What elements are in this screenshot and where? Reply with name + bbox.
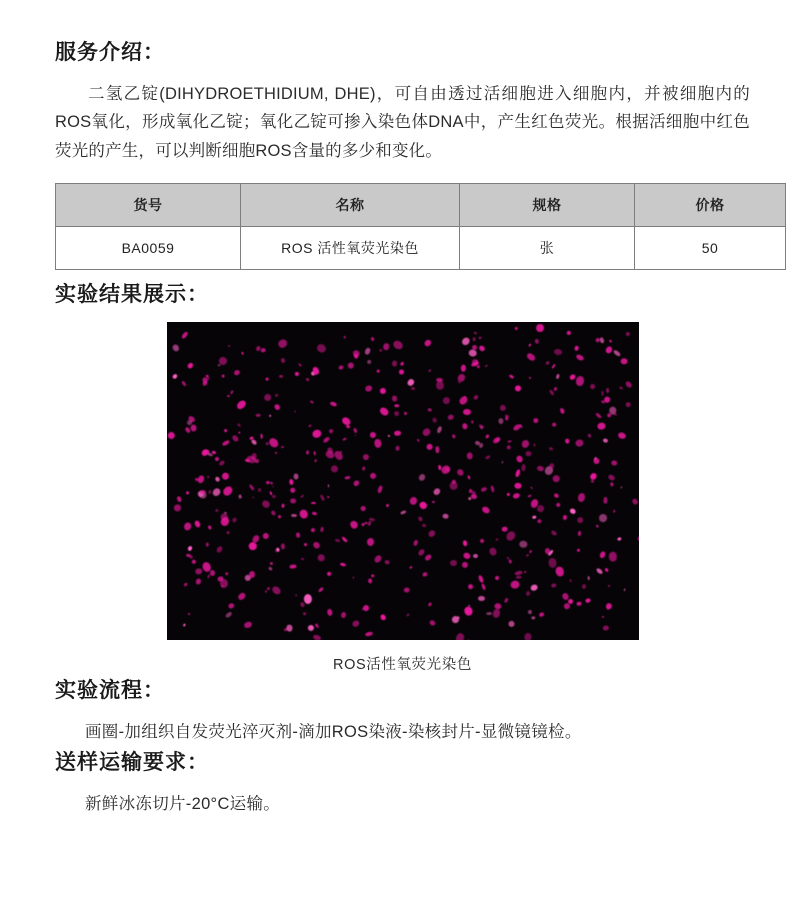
table-header-cell-name: 名称 [241, 184, 460, 227]
table-header-cell-price: 价格 [635, 184, 786, 227]
table-cell-code: BA0059 [56, 227, 241, 270]
table-cell-spec: 张 [460, 227, 635, 270]
table-header-row [56, 184, 786, 227]
table-cell-price: 50 [635, 227, 786, 270]
service-intro-paragraph: 二氢乙锭(DIHYDROETHIDIUM, DHE)，可自由透过活细胞进入细胞内，并被细胞内的ROS氧化，形成氧化乙锭；氧化乙锭可掺入染色体DNA中，产生红色荧光。根据活细胞中红色荧光的产生，可以判断细胞ROS含量的多少和变化。 [55, 85, 750, 160]
figure-caption: ROS活性氧荧光染色 [333, 657, 472, 674]
shipping-heading: 送样运输要求： [55, 751, 209, 775]
procedure-heading: 实验流程： [55, 679, 165, 703]
service-intro-heading: 服务介绍： [55, 41, 165, 64]
table-header-cell-spec: 规格 [460, 184, 635, 227]
fluorescence-micrograph-image [167, 322, 639, 640]
procedure-text: 画圈-加组织自发荧光淬灭剂-滴加ROS染液-染核封片-显微镜镜检。 [85, 723, 582, 742]
results-heading: 实验结果展示： [55, 283, 209, 307]
shipping-text: 新鲜冰冻切片-20°C运输。 [85, 795, 281, 814]
table-row [56, 227, 786, 270]
product-table [55, 183, 786, 270]
table-cell-name: ROS 活性氧荧光染色 [241, 227, 460, 270]
table-header-cell-code: 货号 [56, 184, 241, 227]
figure-container [55, 322, 750, 674]
